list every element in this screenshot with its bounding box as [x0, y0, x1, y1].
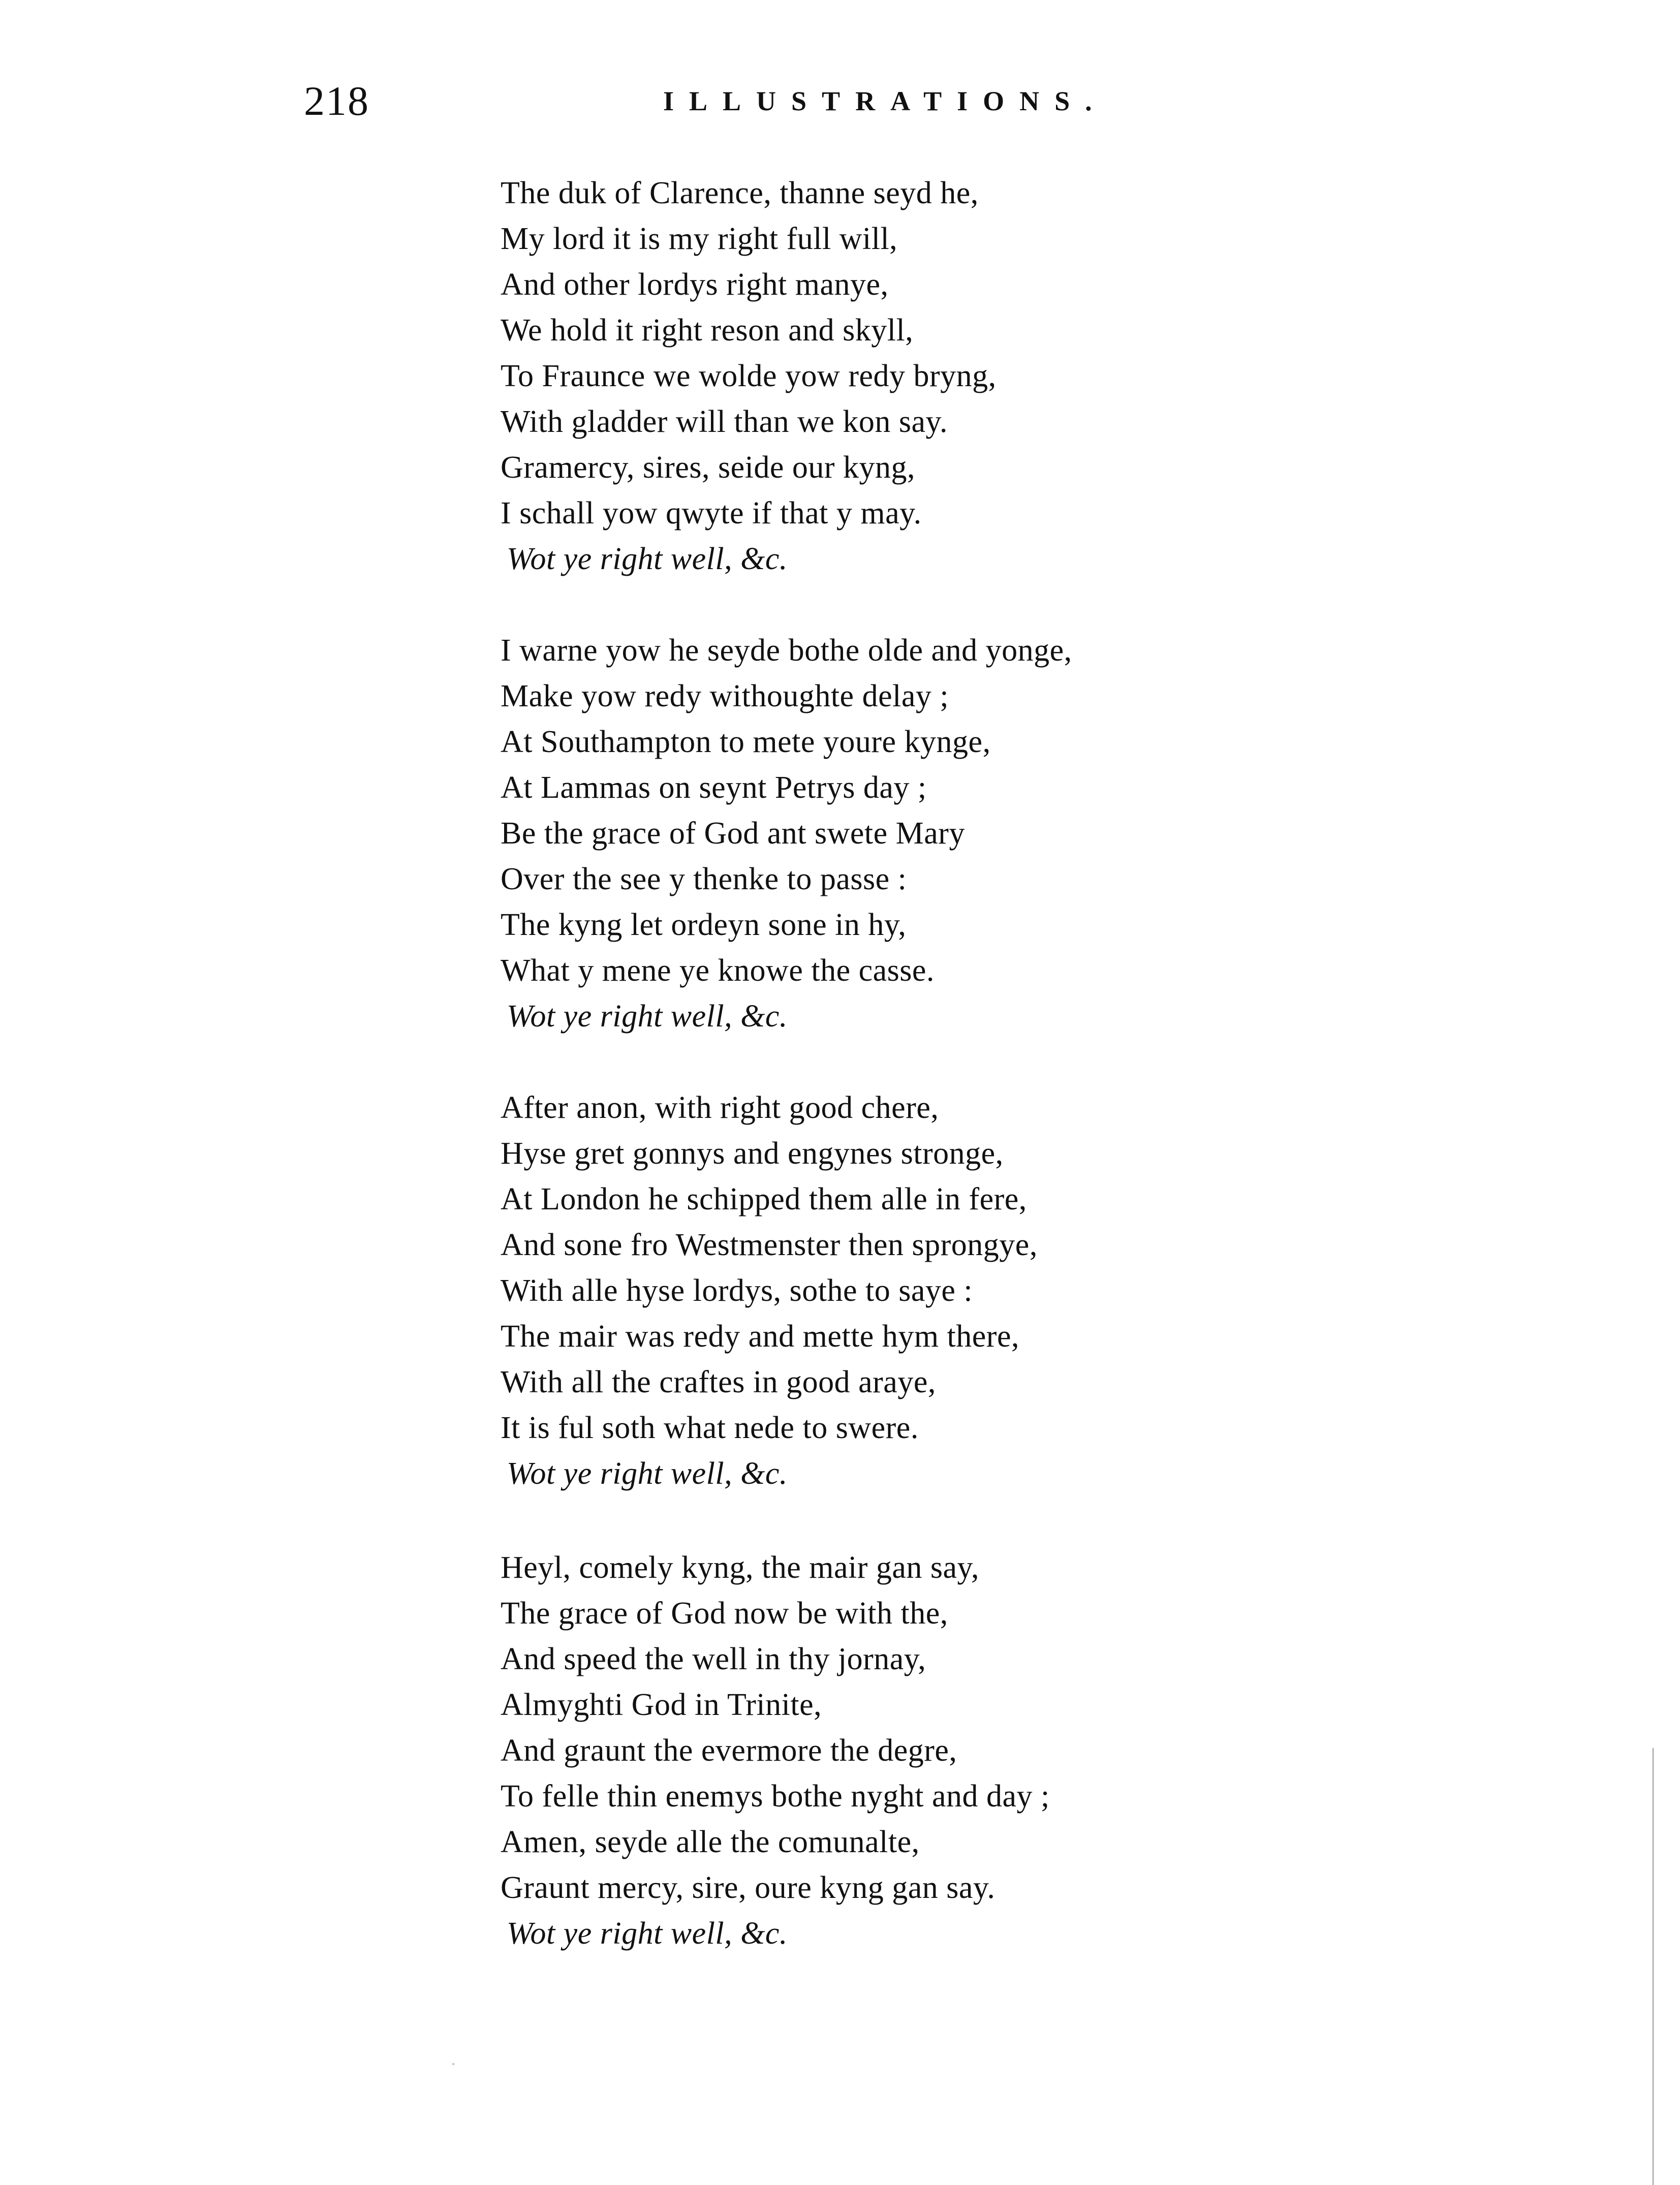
stanza-1 — [501, 170, 1212, 582]
verse-line: Amen, seyde alle the comunalte, — [501, 1825, 920, 1859]
refrain-line: Wot ye right well, &c. — [507, 1456, 788, 1491]
running-title: ILLUSTRATIONS. — [663, 86, 1107, 116]
verse-line: The grace of God now be with the, — [501, 1596, 948, 1631]
verse-line: Make yow redy withoughte delay ; — [501, 679, 949, 713]
scan-speck — [452, 2063, 454, 2065]
verse-line: And other lordys right manye, — [501, 267, 889, 302]
verse-line: Gramercy, sires, seide our kyng, — [501, 450, 916, 485]
stanza-3 — [501, 1085, 1212, 1496]
verse-line: To felle thin enemys bothe nyght and day ; — [501, 1779, 1050, 1814]
verse-line: My lord it is my right full will, — [501, 222, 898, 256]
verse-line: We hold it right reson and skyll, — [501, 313, 914, 348]
verse-line: The mair was redy and mette hym there, — [501, 1319, 1019, 1354]
verse-line: It is ful soth what nede to swere. — [501, 1411, 919, 1445]
refrain-line: Wot ye right well, &c. — [507, 1916, 788, 1951]
verse-line: Graunt mercy, sire, oure kyng gan say. — [501, 1870, 995, 1905]
verse-line: And speed the well in thy jornay, — [501, 1642, 926, 1676]
verse-line: The duk of Clarence, thanne seyd he, — [501, 176, 979, 210]
stanza-4 — [501, 1545, 1212, 1956]
stanza-2 — [501, 628, 1212, 1039]
verse-line: What y mene ye knowe the casse. — [501, 953, 935, 988]
verse-line: The kyng let ordeyn sone in hy, — [501, 908, 907, 942]
refrain-line: Wot ye right well, &c. — [507, 542, 788, 576]
scan-edge-line — [1653, 1748, 1654, 2185]
verse-line: With all the craftes in good araye, — [501, 1365, 936, 1399]
verse-line: At London he schipped them alle in fere, — [501, 1182, 1027, 1216]
verse-line: Heyl, comely kyng, the mair gan say, — [501, 1550, 980, 1585]
verse-line: With gladder will than we kon say. — [501, 404, 948, 439]
verse-line: I warne yow he seyde bothe olde and yonge, — [501, 633, 1072, 668]
verse-line: And sone fro Westmenster then sprongye, — [501, 1228, 1038, 1262]
verse-line: Almyghti God in Trinite, — [501, 1688, 822, 1722]
verse-line: At Southampton to mete youre kynge, — [501, 725, 991, 759]
refrain-line: Wot ye right well, &c. — [507, 999, 788, 1034]
verse-line: At Lammas on seynt Petrys day ; — [501, 770, 927, 805]
verse-line: And graunt the evermore the degre, — [501, 1733, 957, 1768]
verse-line: Over the see y thenke to passe : — [501, 862, 907, 896]
verse-line: With alle hyse lordys, sothe to saye : — [501, 1273, 973, 1308]
verse-line: Hyse gret gonnys and engynes stronge, — [501, 1136, 1004, 1171]
verse-line: I schall yow qwyte if that y may. — [501, 496, 922, 530]
verse-line: Be the grace of God ant swete Mary — [501, 816, 965, 851]
page-number: 218 — [304, 78, 369, 124]
verse-line: To Fraunce we wolde yow redy bryng, — [501, 359, 997, 393]
verse-line: After anon, with right good chere, — [501, 1090, 939, 1125]
